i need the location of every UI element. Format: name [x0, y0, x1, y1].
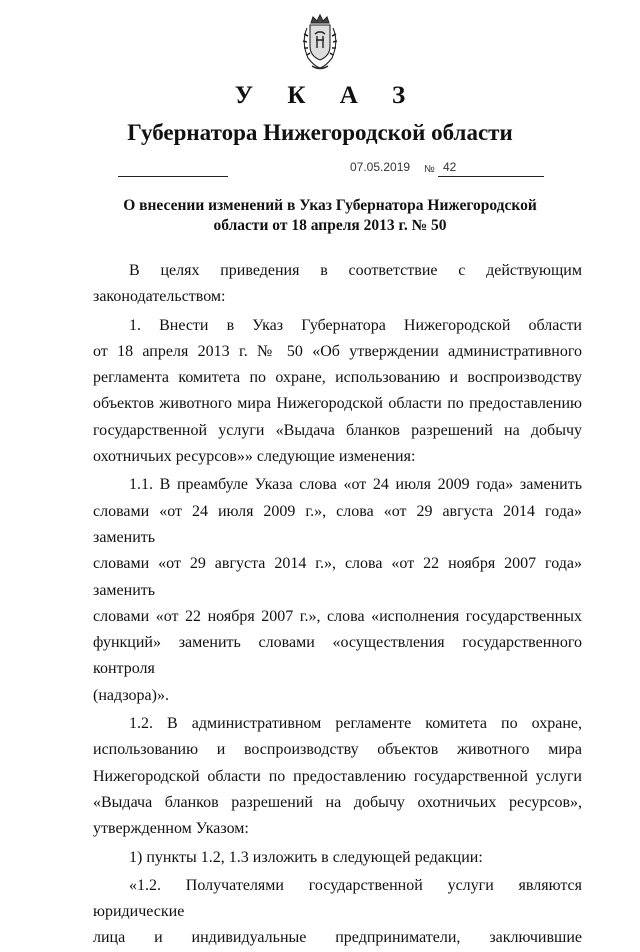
body-line: (надзора)». — [93, 686, 169, 704]
decree-body — [93, 258, 582, 952]
document-type-title: У К А З — [234, 82, 420, 109]
subject-line: области от 18 апреля 2013 г. № 50 — [213, 217, 447, 234]
coat-of-arms-icon — [298, 14, 342, 72]
body-line: «Выдача бланков разрешений на добычу охотничьих ресурсов», — [93, 793, 582, 811]
body-line: словами «от 29 августа 2014 г.», слова «от 22 ноября 2007 года» заменить — [93, 555, 582, 599]
decree-subject — [110, 196, 550, 236]
body-line: В целях приведения в соответствие с действующим — [129, 262, 582, 279]
body-line: 1. Внести в Указ Губернатора Нижегородской области — [129, 316, 582, 334]
subject-line: О внесении изменений в Указ Губернатора Нижегородской — [123, 197, 537, 214]
signature-date-line — [118, 176, 228, 177]
body-line: 1.1. В преамбуле Указа слова «от 24 июля 2009 года» заменить — [129, 476, 582, 494]
body-line: 1) пункты 1.2, 1.3 изложить в следующей редакции: — [129, 848, 483, 866]
body-line: 1.2. В административном регламенте комитета по охране, — [129, 715, 582, 733]
body-line: лица и индивидуальные предприниматели, заключившие — [93, 929, 582, 947]
number-label: № — [424, 164, 435, 175]
body-line: государственной услуги «Выдача бланков разрешений на добычу — [93, 421, 582, 439]
body-line: использованию и воспроизводству объектов животного мира — [93, 741, 582, 759]
body-line: регламента комитета по охране, использованию и воспроизводству — [93, 369, 582, 387]
body-line: от 18 апреля 2013 г. № 50 «Об утверждении административного — [93, 342, 582, 360]
body-line: утвержденном Указом: — [93, 820, 249, 838]
body-line: словами «от 24 июля 2009 г.», слова «от 29 августа 2014 года» заменить — [93, 502, 582, 546]
body-line: охотничьих ресурсов»» следующие изменения: — [93, 448, 416, 466]
body-line: словами «от 22 ноября 2007 г.», слова «исполнения государственных — [93, 607, 582, 625]
body-line: функций» заменить словами «осуществления государственного контроля — [93, 634, 582, 678]
body-line: Нижегородской области по предоставлению государственной услуги — [93, 767, 582, 785]
decree-number: 42 — [443, 160, 457, 174]
body-line: объектов животного мира Нижегородской области по предоставлению — [93, 395, 582, 413]
number-underline — [438, 176, 544, 177]
decree-date: 07.05.2019 — [350, 160, 411, 174]
body-line: законодательством: — [93, 288, 226, 306]
body-line: «1.2. Получателями государственной услуги являются юридические — [93, 876, 582, 921]
issuer-title: Губернатора Нижегородской области — [127, 120, 513, 145]
